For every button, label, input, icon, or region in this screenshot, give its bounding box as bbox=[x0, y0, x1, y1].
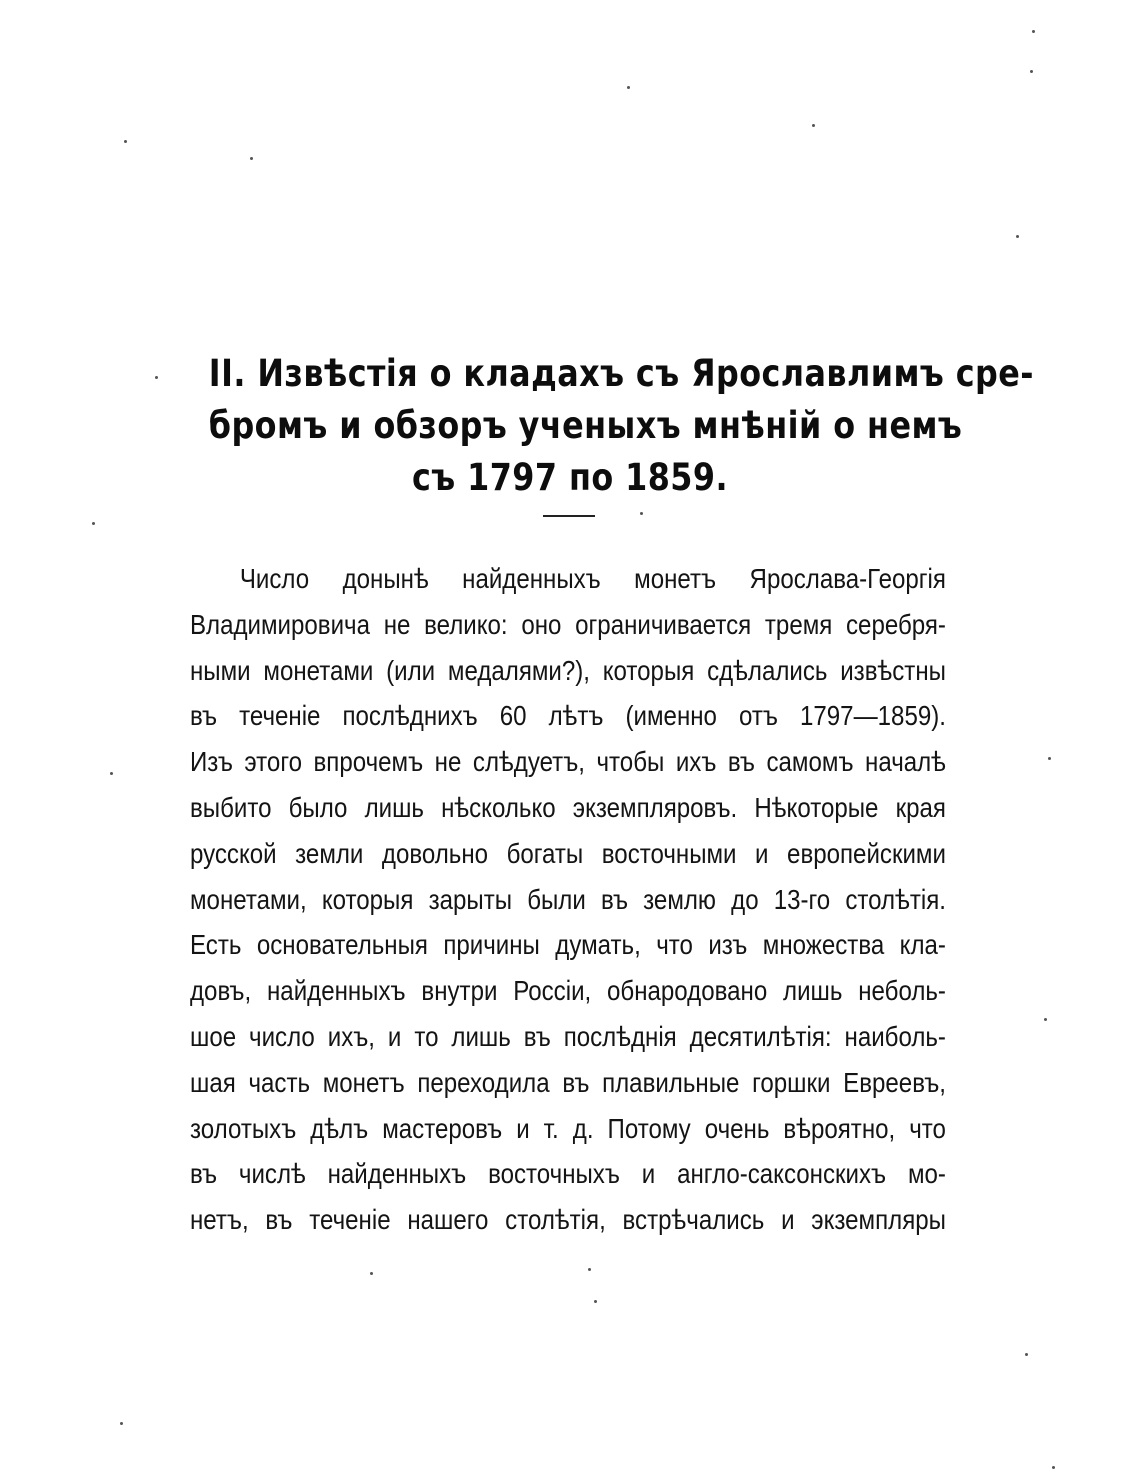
text-line: шое число ихъ, и то лишь въ послѣднія десятилѣтія: наиболь- bbox=[190, 1020, 946, 1052]
scan-speck bbox=[1025, 1353, 1028, 1356]
scan-speck bbox=[120, 1422, 123, 1425]
text-line: нетъ, въ теченіе нашего столѣтія, встрѣчались и экземпляры bbox=[190, 1204, 946, 1236]
text-line: довъ, найденныхъ внутри Россіи, обнародовано лишь неболь- bbox=[190, 975, 946, 1007]
heading-line: съ 1797 по 1859. bbox=[412, 456, 728, 499]
scan-speck bbox=[588, 1268, 591, 1271]
chapter-heading bbox=[208, 348, 1034, 504]
scan-speck bbox=[250, 157, 253, 160]
scan-speck bbox=[812, 124, 815, 127]
text-line: въ теченіе послѣднихъ 60 лѣтъ (именно отъ 1797—1859). bbox=[190, 700, 946, 732]
scan-speck bbox=[627, 86, 630, 89]
scan-speck bbox=[155, 376, 158, 379]
text-line: Владимировича не велико: оно ограничивается тремя серебря- bbox=[190, 608, 946, 640]
text-line: Число донынѣ найденныхъ монетъ Ярослава-Георгія bbox=[239, 563, 946, 594]
scan-speck bbox=[594, 1300, 597, 1303]
text-line: монетами, которыя зарыты были въ землю до 13-го столѣтія. bbox=[190, 883, 946, 915]
scan-speck bbox=[1032, 30, 1035, 33]
scan-speck bbox=[1044, 1018, 1047, 1021]
scan-speck bbox=[1052, 1466, 1055, 1469]
scan-speck bbox=[110, 772, 113, 775]
scan-speck bbox=[1030, 70, 1033, 73]
text-line: золотыхъ дѣлъ мастеровъ и т. д. Потому очень вѣроятно, что bbox=[190, 1112, 946, 1144]
scan-speck bbox=[370, 1272, 373, 1275]
scan-speck bbox=[640, 512, 643, 515]
section-divider bbox=[543, 515, 595, 517]
heading-line: бромъ и обзоръ ученыхъ мнѣній о немъ bbox=[208, 404, 963, 447]
text-line: шая часть монетъ переходила въ плавильные горшки Евреевъ, bbox=[190, 1066, 946, 1098]
text-line: ными монетами (или медалями?), которыя сдѣлались извѣстны bbox=[190, 654, 946, 686]
body-paragraph bbox=[190, 556, 946, 1243]
text-line: Есть основательныя причины думать, что изъ множества кла- bbox=[190, 929, 946, 961]
scan-speck bbox=[124, 140, 127, 143]
scan-speck bbox=[1048, 757, 1051, 760]
scan-speck bbox=[1016, 235, 1019, 238]
text-line: выбито было лишь нѣсколько экземпляровъ. Нѣкоторые края bbox=[190, 791, 946, 823]
scan-speck bbox=[92, 522, 95, 525]
text-line: въ числѣ найденныхъ восточныхъ и англо-саксонскихъ мо- bbox=[190, 1158, 946, 1190]
heading-line: II. Извѣстія о кладахъ съ Ярославлимъ сре- bbox=[208, 352, 1034, 395]
text-line: русской земли довольно богаты восточными и европейскими bbox=[190, 837, 946, 869]
text-line: Изъ этого впрочемъ не слѣдуетъ, чтобы ихъ въ самомъ началѣ bbox=[190, 746, 946, 778]
